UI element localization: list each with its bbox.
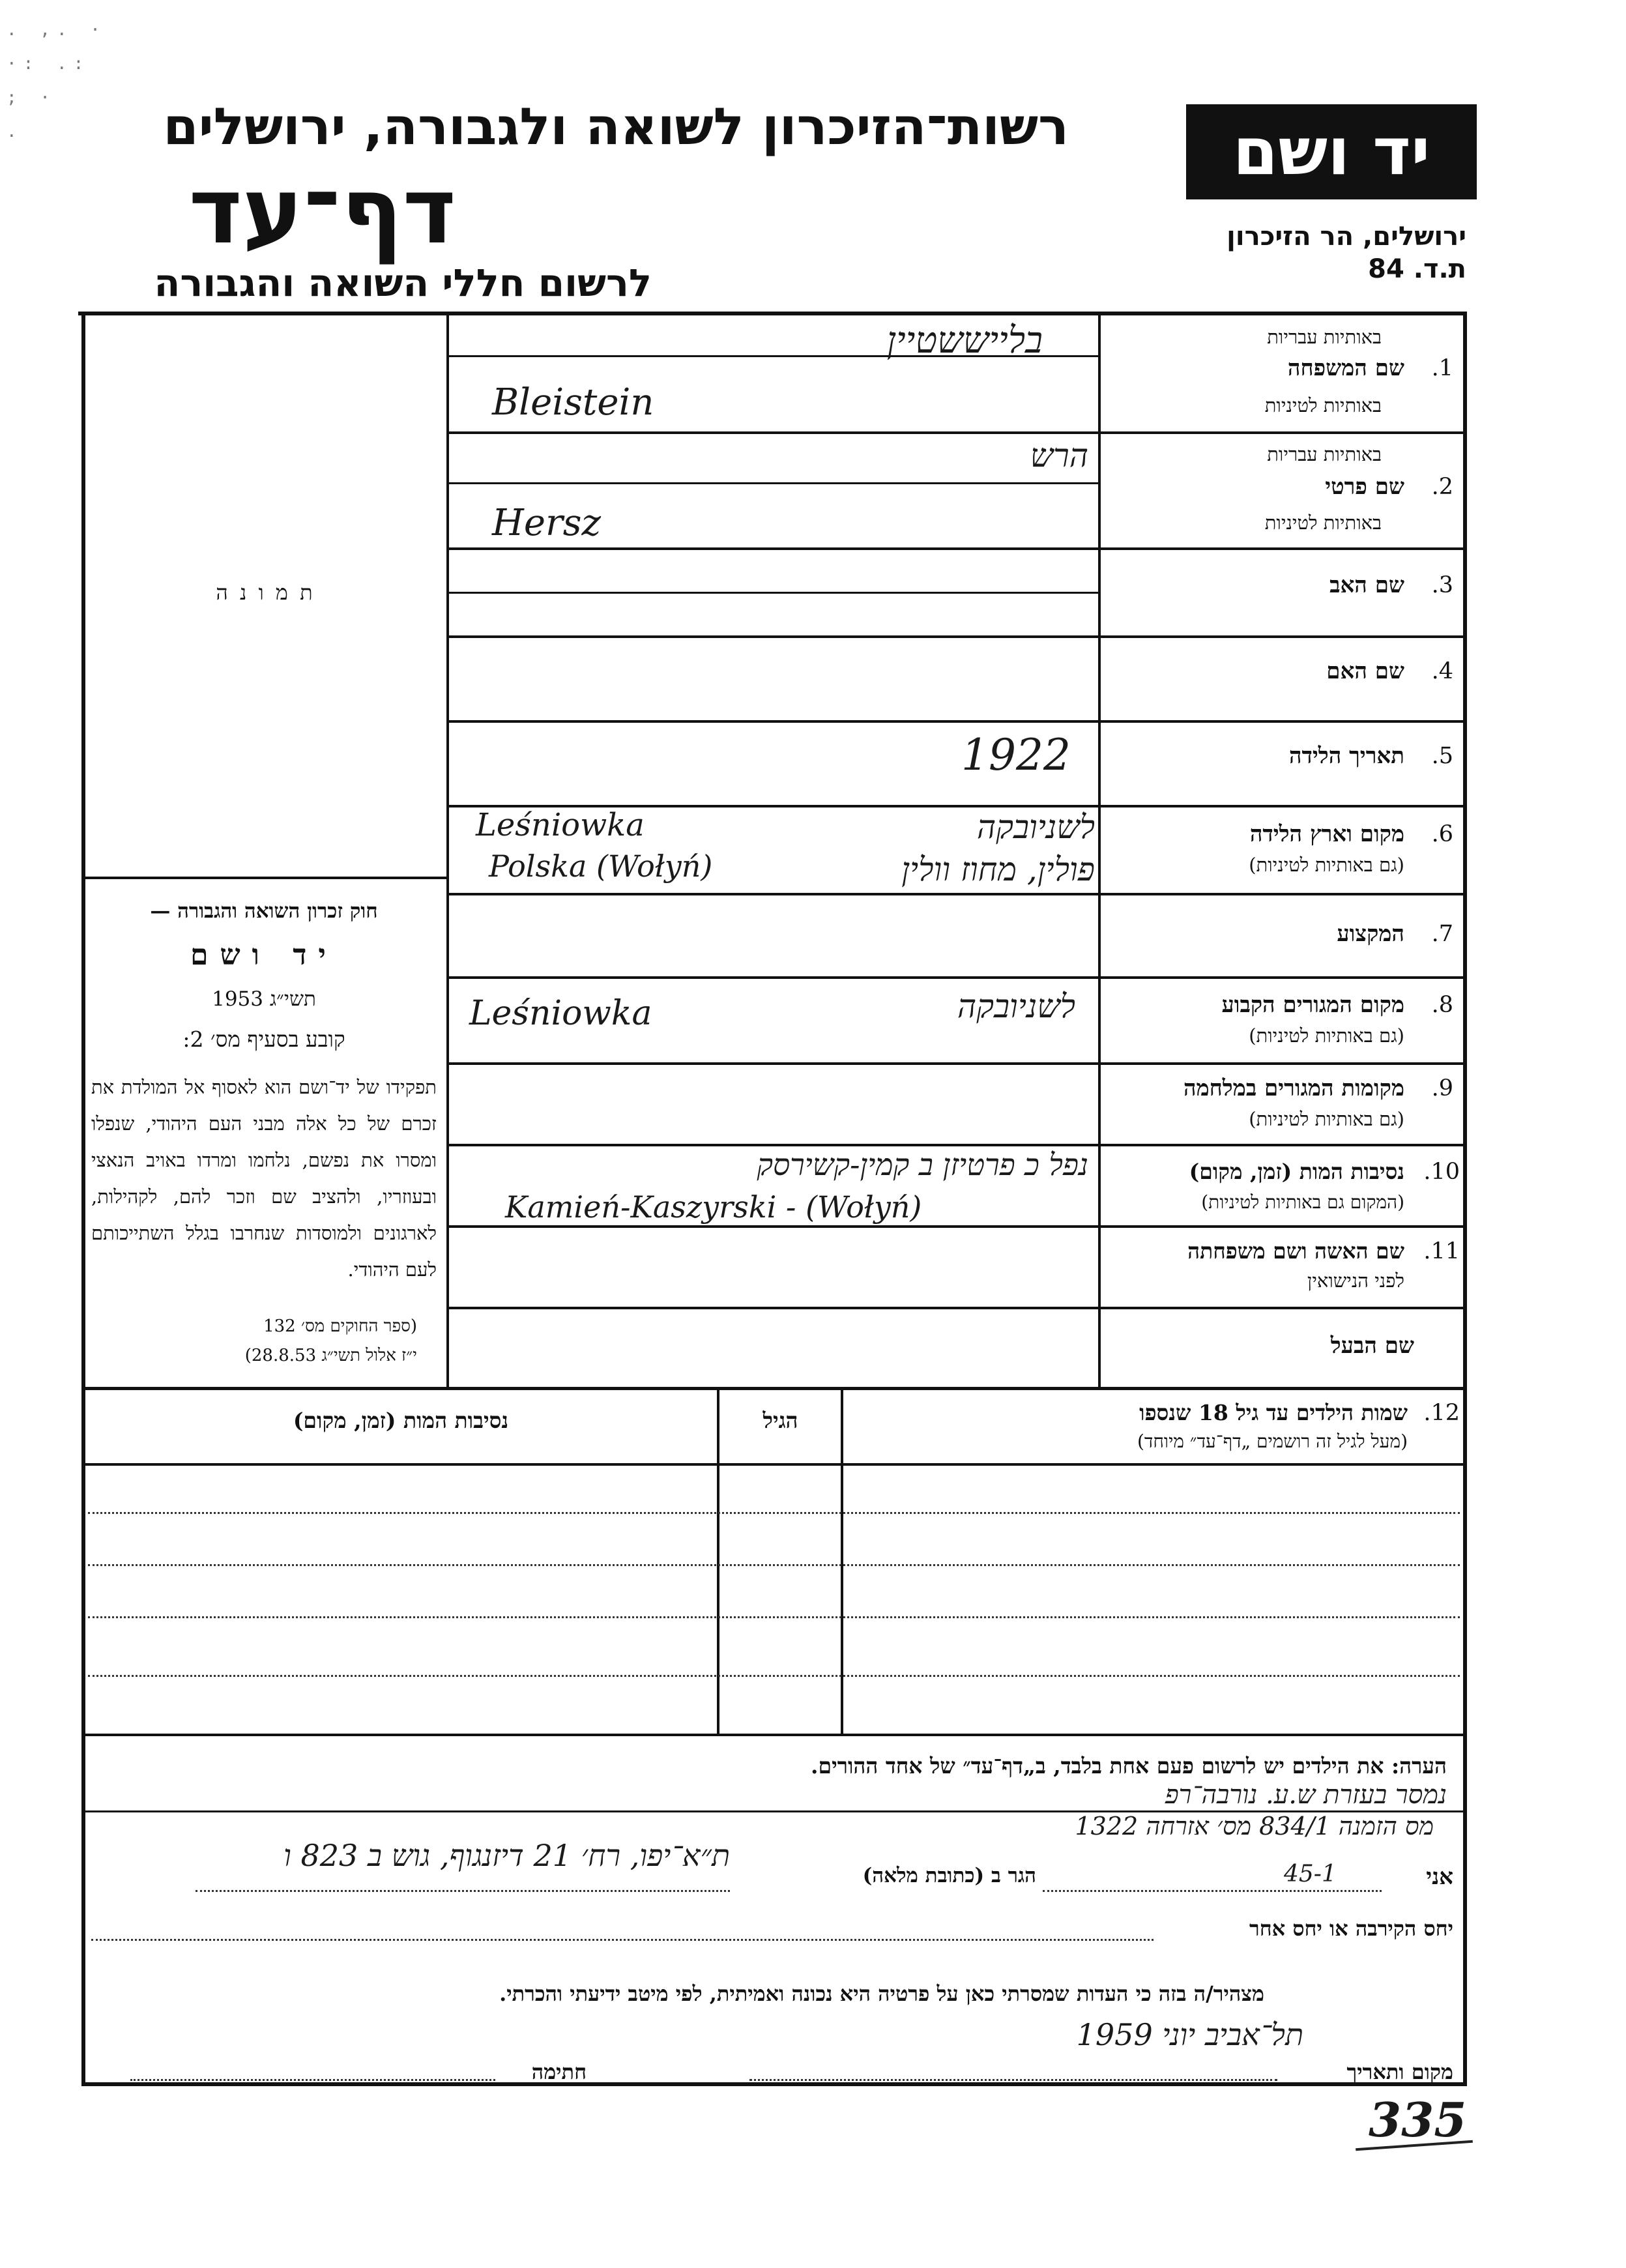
row-line-4 [446, 720, 1466, 723]
law-title: חוק זכרון השואה והגבורה — [150, 899, 378, 923]
institution-name: רשות־הזיכרון לשואה ולגבורה, ירושלים [163, 98, 1069, 156]
f2-num: 2. [1431, 474, 1453, 500]
row-line-1 [446, 431, 1466, 434]
law-ref1: (ספר החוקים מס׳ 132 [263, 1316, 417, 1336]
f4-num: 4. [1431, 658, 1453, 684]
f4-label: שם האם [1326, 658, 1404, 684]
f1-num: 1. [1431, 355, 1453, 381]
f11-sub: לפני הנישואין [1307, 1270, 1404, 1292]
children-bottom-line [81, 1734, 1466, 1736]
frame-bottom [81, 2082, 1467, 2086]
row-line-12 [81, 1387, 1466, 1390]
place-date-line [749, 2079, 1277, 2081]
death-latin: Kamień-Kaszyrski - (Wołyń) [505, 1189, 922, 1225]
i-label: אני [1426, 1864, 1453, 1890]
page-number: 335 [1369, 2092, 1467, 2147]
firstname-hebrew: הרש [1030, 437, 1088, 474]
f1-label: שם המשפחה [1287, 355, 1404, 381]
f8-num: 8. [1431, 992, 1453, 1018]
photo-box-bottom [81, 877, 448, 879]
husband-label: שם הבעל [1330, 1333, 1414, 1359]
row-line-7 [446, 976, 1466, 979]
law-ref2: י״ז אלול תשי״ג 28.8.53) [244, 1346, 417, 1365]
form-subtitle: לרשום חללי השואה והגבורה [154, 261, 652, 305]
f10-sub: (המקום גם באותיות לטיניות) [1201, 1191, 1404, 1213]
children-sub: (מעל לגיל זה רושמים „דף־עד״ מיוחד) [1137, 1431, 1408, 1452]
f7-label: המקצוע [1337, 921, 1404, 947]
f11-label: שם האשה ושם משפחתה [1187, 1238, 1404, 1264]
row-line-10 [446, 1225, 1466, 1228]
f5-label: תאריך הלידה [1288, 743, 1404, 769]
f6-num: 6. [1431, 821, 1453, 847]
f6-sub: (גם באותיות לטיניות) [1249, 854, 1404, 876]
form-title: דף־עד [188, 158, 456, 265]
children-num: 12. [1423, 1400, 1460, 1426]
children-row [88, 1512, 1460, 1514]
f10-label: נסיבות המות (זמן, מקום) [1189, 1159, 1404, 1184]
f9-num: 9. [1431, 1075, 1453, 1101]
birth-year: 1922 [961, 730, 1071, 780]
children-col-divider-1 [717, 1387, 719, 1736]
children-row [88, 1616, 1460, 1618]
f3-label: שם האב [1329, 572, 1404, 598]
children-col-circumstances: נסיבות המות (זמן, מקום) [293, 1408, 509, 1433]
address-handwritten: ת״א־יפו, רח׳ 21 דיזנגוף, גוש ב 823 ו [283, 1838, 730, 1873]
f6-label: מקום וארץ הלידה [1249, 821, 1404, 847]
address-line1: ירושלים, הר הזיכרון [1227, 222, 1466, 252]
law-section: קובע בסעיף מס׳ 2: [182, 1026, 345, 1052]
f3-num: 3. [1431, 572, 1453, 598]
address-line2: ת.ד. 84 [1368, 254, 1466, 284]
f7-num: 7. [1431, 921, 1453, 947]
row-line-3b [446, 592, 1098, 594]
yad-vashem-logo [1186, 104, 1477, 199]
place-date-label: מקום ותאריך [1346, 2059, 1453, 2084]
birthplace-latin-2: Polska (Wołyń) [489, 849, 713, 884]
birthplace-hebrew-2: פולין, מחוז וולין [901, 850, 1095, 888]
law-year: תשי״ג 1953 [212, 987, 316, 1011]
frame-top [78, 312, 1466, 315]
surname-hebrew: בלייששטיין [886, 319, 1043, 362]
resident-label: הגר ב (כתובת מלאה) [862, 1864, 1036, 1887]
scan-noise: . ,. · ·: .: ; · . [7, 20, 107, 141]
law-yad-vashem: יד ושם [190, 938, 338, 972]
row-line-11 [446, 1307, 1466, 1309]
f1-latin-sub: באותיות לטיניות [1264, 394, 1382, 416]
id-extra: 45-1 [1284, 1861, 1337, 1887]
submitted-note: נמסר בעזרת ש.ע. נורבה־רפ [1165, 1780, 1447, 1810]
row-line-2 [446, 547, 1466, 550]
children-row [88, 1564, 1460, 1566]
f9-label: מקומות המגורים במלחמה [1183, 1075, 1404, 1101]
photo-label: ת מ ו נ ה [216, 580, 315, 605]
f5-num: 5. [1431, 743, 1453, 769]
name-line [1043, 1890, 1382, 1892]
residence-latin: Leśniowka [469, 994, 652, 1033]
relation-line [91, 1939, 1154, 1941]
row-line-9 [446, 1144, 1466, 1146]
row-line-6 [446, 893, 1466, 895]
declaration-statement: מצהיר/ה בזה כי העדות שמסרתי כאן על פרטיה היא נכונה ואמיתית, לפי מיטב ידיעתי והכרתי. [499, 1981, 1264, 2006]
children-title: שמות הילדים עד גיל 18 שנספו [1139, 1400, 1408, 1425]
row-line-2b [446, 482, 1098, 484]
signature-label: חתימה [531, 2059, 587, 2084]
f11-num: 11. [1423, 1238, 1460, 1264]
birthplace-latin-1: Leśniowka [476, 807, 645, 843]
place-date-handwritten: תל־אביב יוני 1959 [1076, 2017, 1303, 2052]
children-notice: הערה: את הילדים יש לרשום פעם אחת בלבד, ב„דף־עד״ של אחד ההורים. [811, 1753, 1447, 1779]
frame-left [81, 312, 85, 2086]
row-line-3 [446, 635, 1466, 638]
f8-sub: (גם באותיות לטיניות) [1249, 1025, 1404, 1047]
f1-hebrew-sub: באותיות עבריות [1267, 326, 1382, 348]
logo-text: יד ושם [1232, 113, 1430, 190]
f2-label: שם פרטי [1325, 474, 1404, 500]
law-body: תפקידו של יד־ושם הוא לאסוף אל המולדת את זכרם של כל אלה מבני העם היהודי, שנפלו ומסרו את נפשם, נלחמו ומרדו באויב הנאצי ובעוזריו, ולהציב שם וזכר להם, לקהילות, לארגונים ולמוסדות שנחרבו בגלל השתייכותם לעם היהודי. [91, 1076, 437, 1281]
f10-num: 10. [1423, 1159, 1460, 1185]
id-note: מס הזמנה 834/1 מס׳ אזרחה 1322 [1075, 1812, 1434, 1840]
children-col-age: הגיל [762, 1408, 798, 1433]
f9-sub: (גם באותיות לטיניות) [1249, 1108, 1404, 1130]
frame-right [1463, 312, 1467, 2086]
birthplace-hebrew-1: לשניובקה [976, 808, 1095, 846]
signature-line [130, 2079, 495, 2081]
f2-hebrew-sub: באותיות עבריות [1267, 443, 1382, 465]
surname-latin: Bleistein [492, 381, 654, 424]
relation-label: יחס הקירבה או יחס אחר [1249, 1916, 1453, 1941]
children-header-line [81, 1463, 1466, 1466]
residence-hebrew: לשניובקה [957, 987, 1075, 1025]
children-col-divider-2 [841, 1387, 843, 1736]
children-row [88, 1675, 1460, 1677]
row-line-8 [446, 1062, 1466, 1065]
f2-latin-sub: באותיות לטיניות [1264, 512, 1382, 534]
address-line [196, 1890, 730, 1892]
f8-label: מקום המגורים הקבוע [1221, 992, 1404, 1018]
death-hebrew: נפל כ פרטיזן ב קמין-קשירסק [757, 1147, 1088, 1182]
firstname-latin: Hersz [492, 502, 601, 544]
